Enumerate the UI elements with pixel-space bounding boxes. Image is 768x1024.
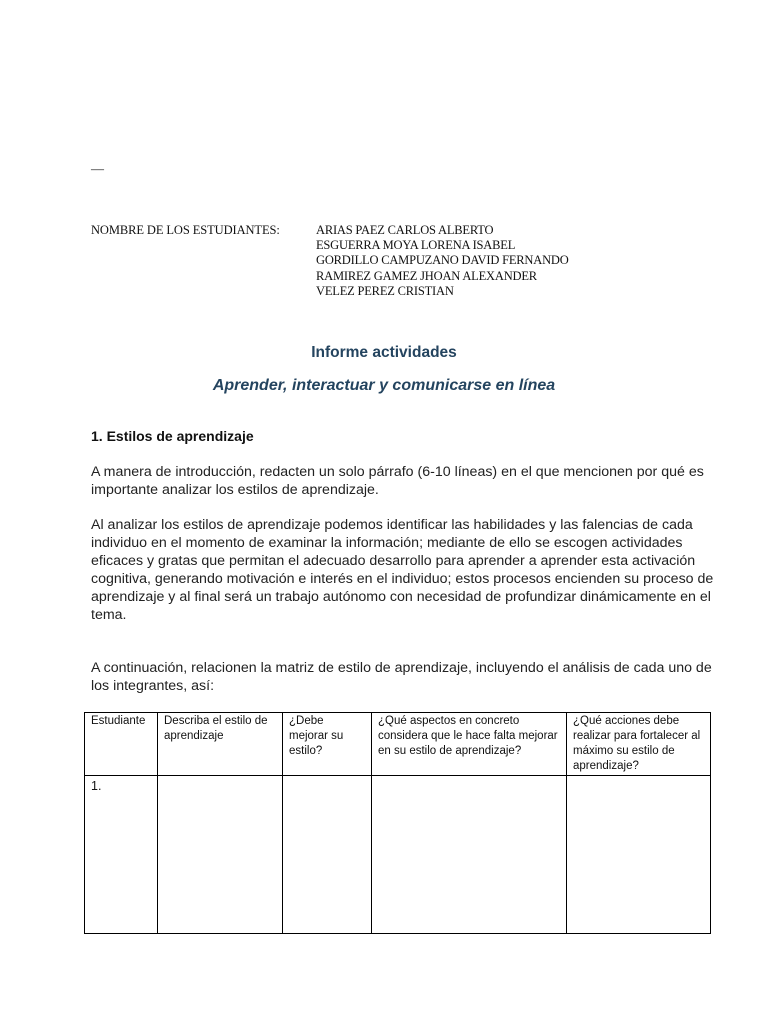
document-subtitle: Aprender, interactuar y comunicarse en línea xyxy=(212,377,556,394)
matrix-header-row xyxy=(85,713,711,776)
matrix-header-cell: ¿Qué acciones debe realizar para fortalecer al máximo su estilo de aprendizaje? xyxy=(567,713,711,776)
document-title: Informe actividades xyxy=(311,344,457,361)
matrix-cell xyxy=(283,776,372,934)
matrix-header-cell: Describa el estilo de aprendizaje xyxy=(158,713,283,776)
matrix-instruction-paragraph: A continuación, relacionen la matriz de estilo de aprendizaje, incluyendo el análisis de cada uno de los integrantes, así: xyxy=(91,660,712,694)
students-list xyxy=(316,223,569,299)
student-name: RAMIREZ GAMEZ JHOAN ALEXANDER xyxy=(316,268,537,283)
instruction-paragraph: A manera de introducción, redacten un solo párrafo (6-10 líneas) en el que mencionen por qué es importante analizar los estilos de aprendizaje. xyxy=(91,464,704,498)
student-name: VELEZ PEREZ CRISTIAN xyxy=(316,283,454,298)
matrix-header-cell: ¿Qué aspectos en concreto considera que le hace falta mejorar en su estilo de aprendizaje? xyxy=(372,713,567,776)
matrix-header-cell: ¿Debe mejorar su estilo? xyxy=(283,713,372,776)
matrix-header-cell: Estudiante xyxy=(85,713,158,776)
learning-style-matrix xyxy=(84,712,711,934)
matrix-cell xyxy=(158,776,283,934)
student-name: ARIAS PAEZ CARLOS ALBERTO xyxy=(316,223,494,237)
answer-paragraph: Al analizar los estilos de aprendizaje podemos identificar las habilidades y las falencias de cada individuo en el momento de examinar la información; mediante de ello se escogen actividades eficaces y gratas que permitan el adecuado desarrollo para aprender a aprender esta activación cognitiva, generando motivación e interés en el individuo; estos procesos encienden su proceso de aprendizaje y al final será un trabajo autónomo con necesidad de profundizar dinámicamente en el tema. xyxy=(91,517,714,623)
header-dash: — xyxy=(91,161,104,176)
matrix-cell xyxy=(567,776,711,934)
students-label: NOMBRE DE LOS ESTUDIANTES: xyxy=(91,223,280,237)
matrix-row xyxy=(85,776,711,934)
student-name: ESGUERRA MOYA LORENA ISABEL xyxy=(316,238,516,253)
section-heading: 1. Estilos de aprendizaje xyxy=(91,428,254,444)
matrix-cell: 1. xyxy=(85,776,158,934)
student-name: GORDILLO CAMPUZANO DAVID FERNANDO xyxy=(316,253,569,268)
matrix-cell xyxy=(372,776,567,934)
